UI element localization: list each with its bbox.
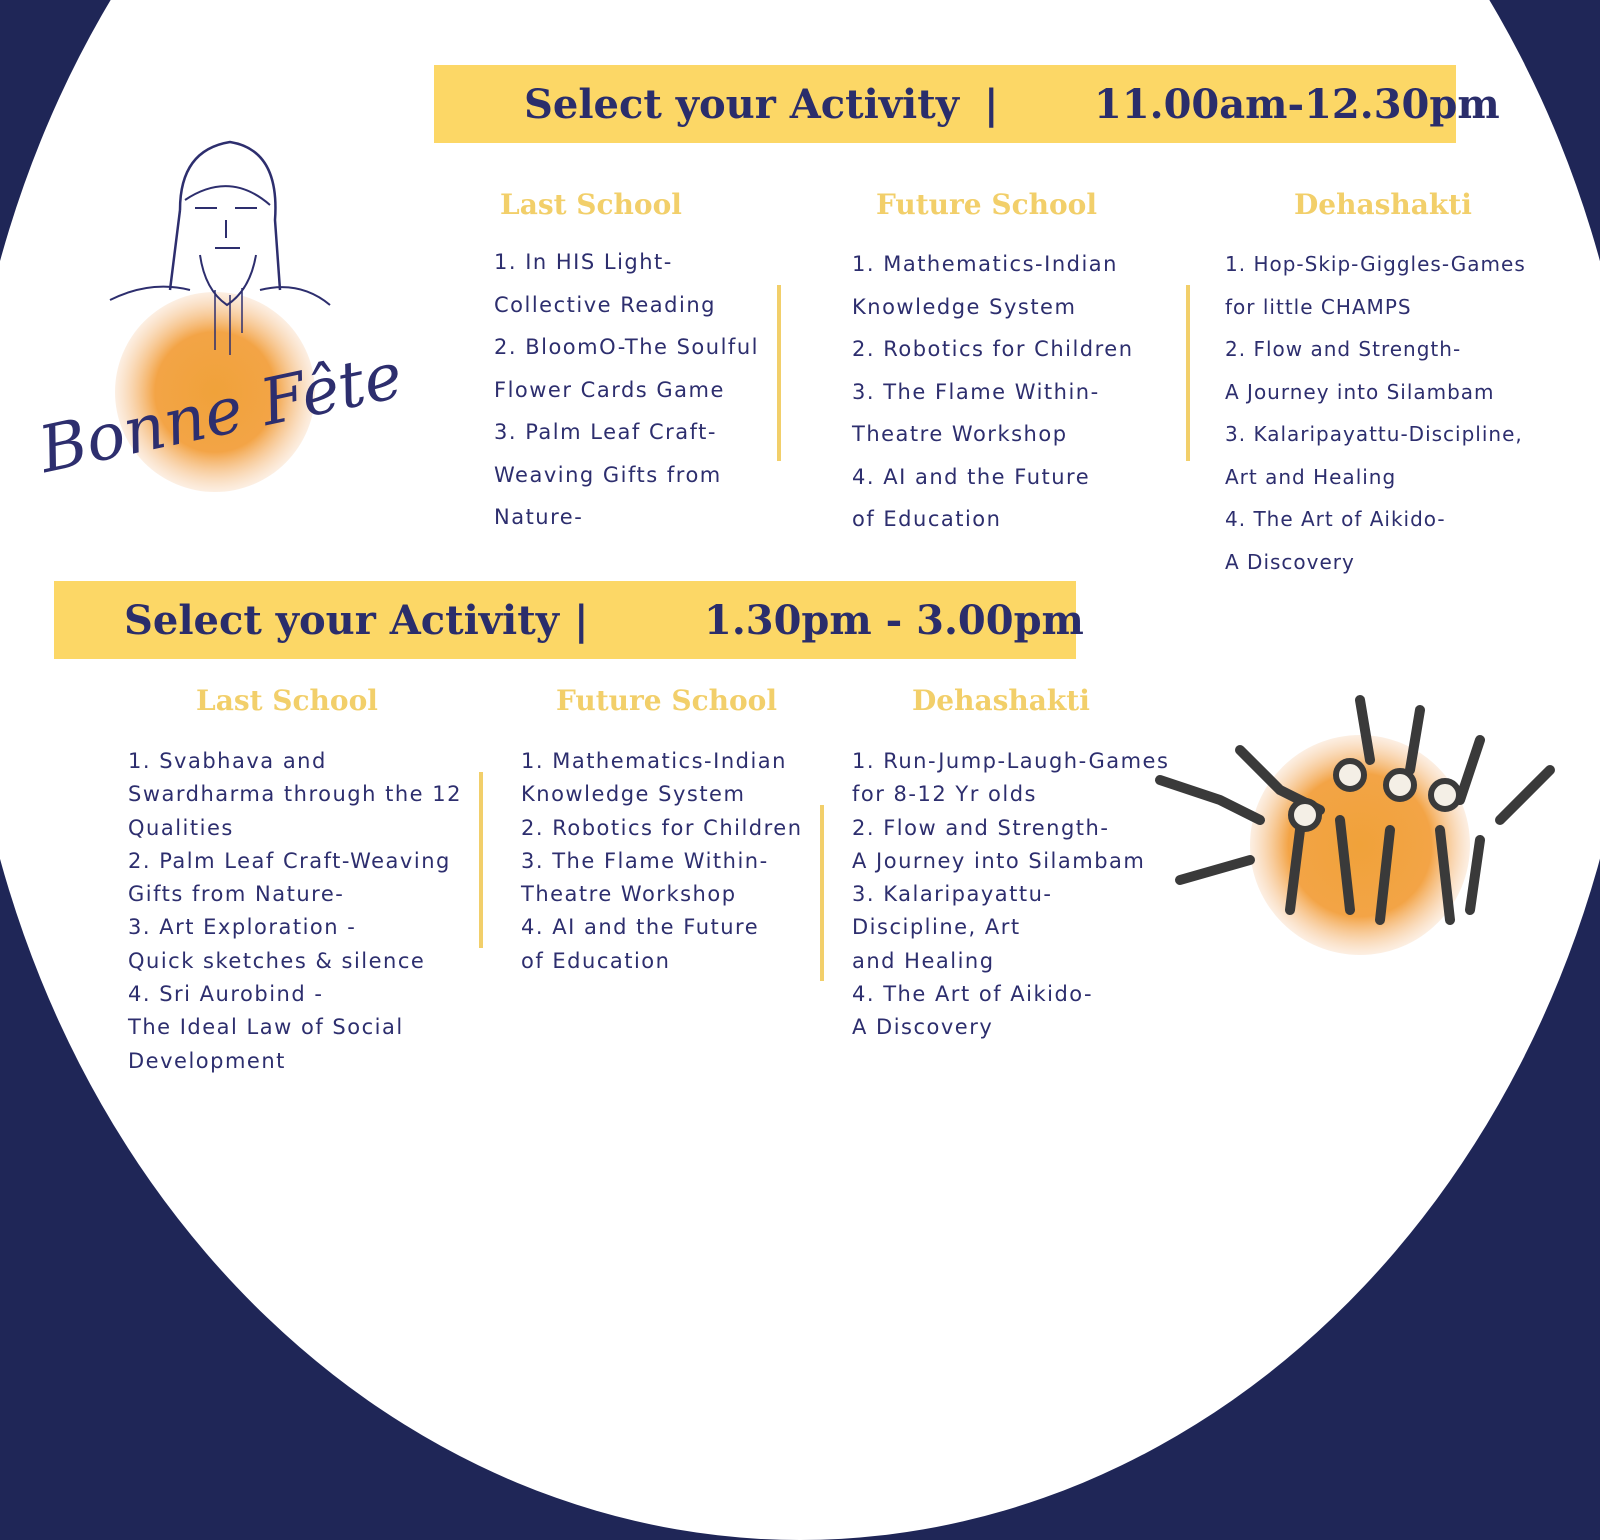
divider [1186,285,1190,461]
list-item: The Ideal Law of Social [128,1015,404,1040]
logo-text: Bonne Fête [32,338,409,488]
list-item: 2. Flow and Strength- [852,815,1110,840]
session-2-title: Select your Activity [124,597,559,644]
list-item: 4. AI and the Future [852,464,1091,489]
session-2-col-1-title: Last School [196,684,378,717]
list-item: Collective Reading [494,292,716,317]
list-item: Swardharma through the 12 [128,782,462,807]
list-item: 1. Hop-Skip-Giggles-Games [1225,252,1526,276]
list-item: Knowledge System [521,782,746,807]
list-item: A Discovery [1225,549,1355,574]
list-item: 2. Robotics for Children [521,815,803,840]
session-1-separator: | [984,81,999,128]
list-item: for little CHAMPS [1225,294,1412,319]
list-item: 3. Kalaripayattu-Discipline, [1225,422,1523,446]
session-2-col-1-list [128,745,462,1078]
session-1-col-2-title: Future School [876,188,1097,221]
sage-portrait-icon [30,130,420,520]
list-item: 1. Mathematics-Indian [521,749,787,773]
divider [820,805,824,981]
list-item: 2. Robotics for Children [852,337,1134,361]
list-item: 1. Mathematics-Indian [852,252,1118,276]
divider [777,285,781,461]
list-item: Theatre Workshop [852,422,1068,446]
list-item: Knowledge System [852,294,1077,319]
list-item: 1. Svabhava and [128,749,327,773]
session-1-col-2-list [852,243,1134,541]
dancing-children-icon [1140,670,1590,1020]
list-item: Gifts from Nature- [128,882,345,907]
list-item: 4. The Art of Aikido- [852,982,1094,1007]
list-item: Discipline, Art [852,915,1021,940]
divider [479,772,483,948]
list-item: Art and Healing [1225,464,1397,489]
list-item: 3. The Flame Within- [852,379,1100,404]
session-2-separator: | [574,597,589,644]
session-2-banner [54,581,1084,659]
session-2-col-2-title: Future School [556,684,777,717]
list-item: Theatre Workshop [521,882,737,907]
session-2-time: 1.30pm - 3.00pm [704,597,1084,644]
list-item: of Education [852,507,1002,531]
session-2-col-3-title: Dehashakti [912,684,1090,717]
session-1-col-1-list [494,241,759,539]
list-item: 3. Palm Leaf Craft- [494,420,717,444]
list-item: A Journey into Silambam [852,848,1146,873]
list-item: 3. Kalaripayattu- [852,882,1053,907]
session-1-banner [434,65,1500,143]
list-item: of Education [521,948,671,973]
session-1-col-3-list [1225,243,1526,583]
session-1-time: 11.00am-12.30pm [1094,81,1500,128]
list-item: A Discovery [852,1015,994,1040]
list-item: 2. Flow and Strength- [1225,337,1462,361]
list-item: 4. The Art of Aikido- [1225,507,1446,531]
list-item: 1. In HIS Light- [494,250,673,274]
list-item: Quick sketches & silence [128,948,426,973]
list-item: 4. Sri Aurobind - [128,982,324,1007]
list-item: 2. Palm Leaf Craft-Weaving [128,848,451,873]
list-item: Weaving Gifts from [494,462,722,487]
session-1-title: Select your Activity [524,81,959,128]
list-item: and Healing [852,948,995,973]
list-item: Flower Cards Game [494,377,725,402]
list-item: Qualities [128,815,234,840]
session-2-col-3-list [852,745,1169,1045]
session-1-col-3-title: Dehashakti [1294,188,1472,221]
session-2-col-2-list [521,745,803,978]
session-1-col-1-title: Last School [500,188,682,221]
list-item: 3. The Flame Within- [521,848,769,873]
list-item: Development [128,1048,286,1073]
list-item: 4. AI and the Future [521,915,760,940]
list-item: Nature- [494,505,584,529]
list-item: A Journey into Silambam [1225,379,1495,404]
list-item: for 8-12 Yr olds [852,782,1037,807]
list-item: 3. Art Exploration - [128,915,357,940]
list-item: 2. BloomO-The Soulful [494,335,759,359]
list-item: 1. Run-Jump-Laugh-Games [852,749,1170,773]
